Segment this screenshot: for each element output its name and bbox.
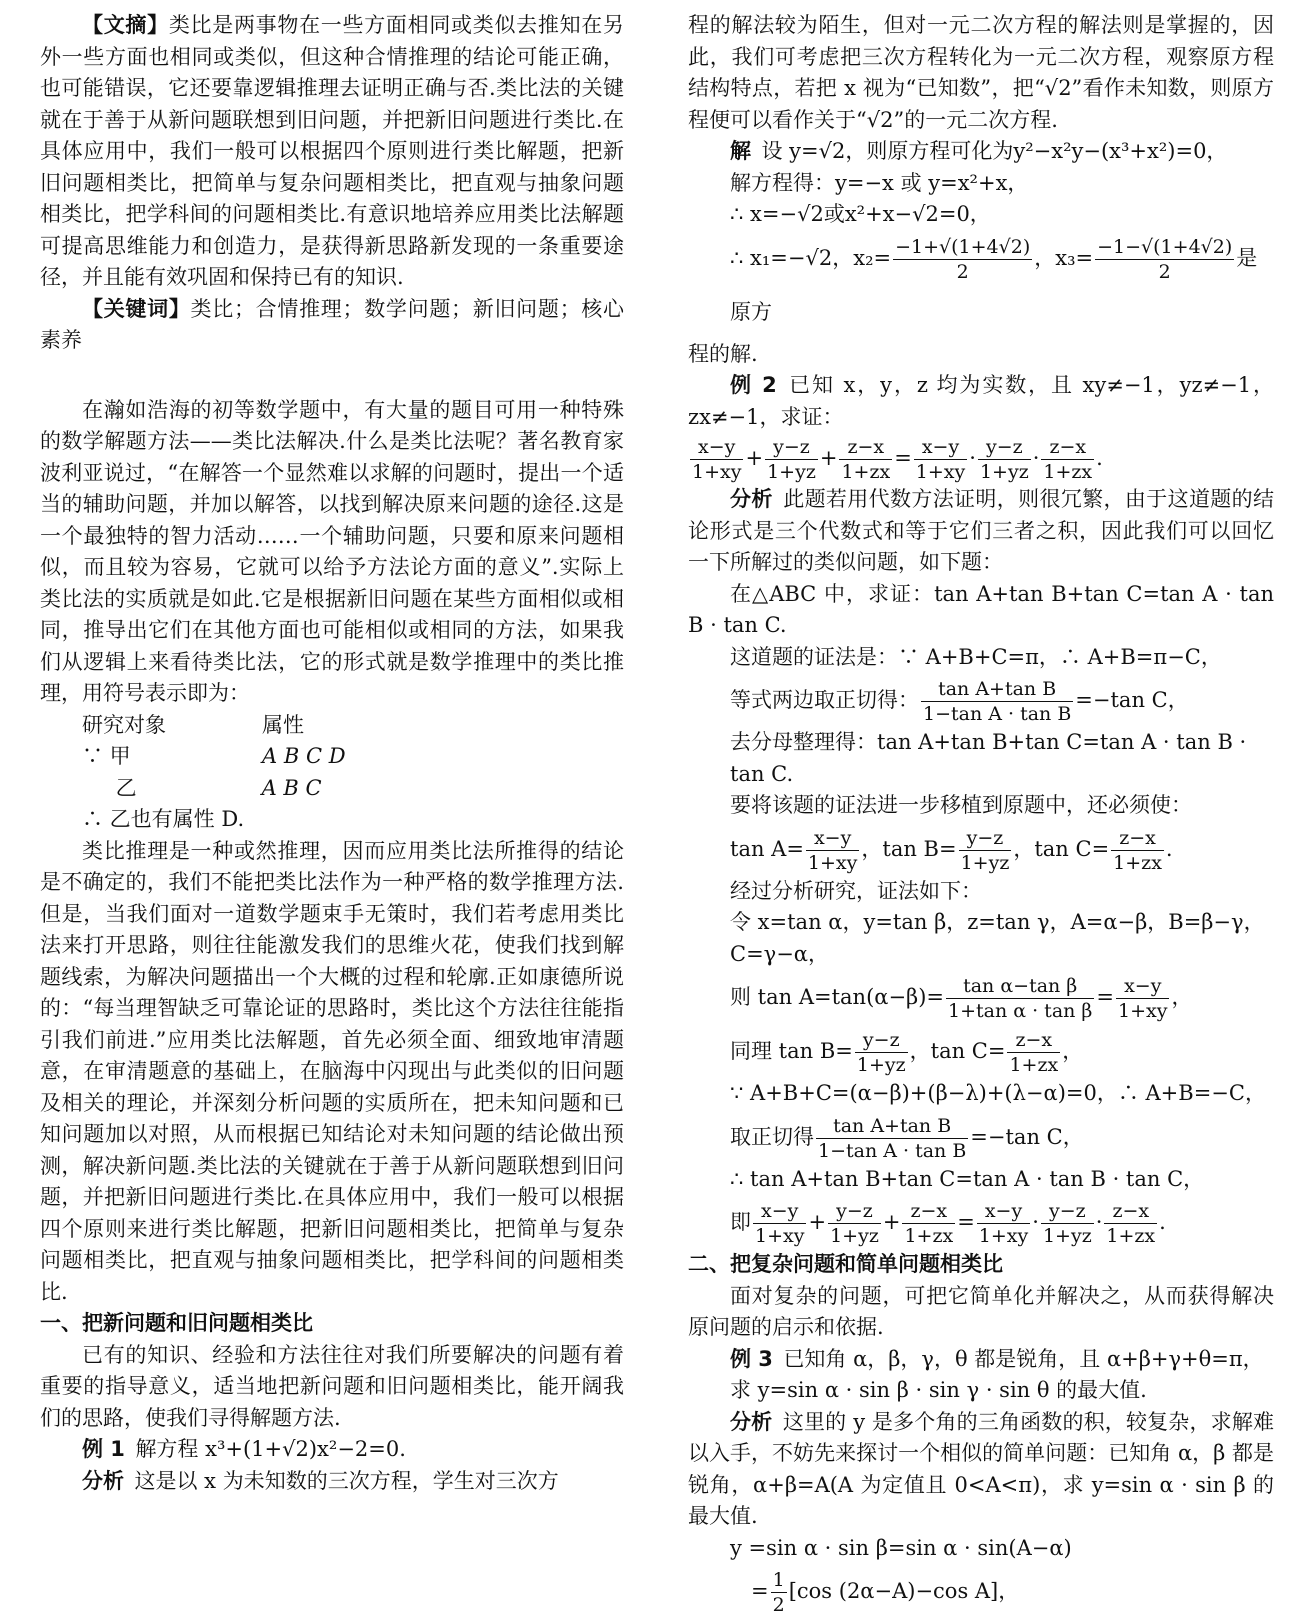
final-line1: y =sin α · sin β=sin α · sin(A−α)	[730, 1535, 1072, 1560]
frac-yz	[1041, 1199, 1094, 1248]
conclusion-identity	[688, 1195, 1274, 1249]
root-fraction-3	[1095, 235, 1234, 284]
study-line: 经过分析研究，证法如下：	[730, 878, 982, 903]
abstract-label: 【文摘】	[82, 13, 169, 37]
roots-text-c: 是原方	[730, 245, 1258, 324]
frac-yz-den: 1+yz	[830, 1225, 879, 1247]
frac-yz-num: y−z	[1041, 1199, 1094, 1224]
example1-text: 解方程 x³+(1+√2)x²−2=0.	[135, 1437, 406, 1461]
example2-identity	[688, 433, 1274, 484]
keywords	[40, 294, 624, 357]
op: .	[1165, 836, 1173, 861]
frac-yz-num: y−z	[855, 1028, 908, 1053]
frac-yz-den: 1+yz	[1042, 1225, 1092, 1247]
op: .	[1096, 446, 1103, 470]
intro-paragraph: 在瀚如浩海的初等数学题中，有大量的题目可用一种特殊的数学解题方法——类比法解决.什么是类比法呢？著名教育家波利亚说过，“在解答一个显然难以求解的问题时，提出一个适当的辅助问题，并加以解答，以找到解决原来问题的途径.这是一个最独特的智力活动……一个辅助问题，只要和原来问题相似，而且较为容易，它就可以给予方法论方面的意义”.实际上类比法的实质就是如此.它是根据新旧问题在某些方面相似或相同，推导出它们在其他方面也可能相似或相同的方法，如果我们从逻辑上来看待类比法，它的形式就是数学推理中的类比推理，用符号表示即为：	[40, 397, 624, 705]
frac-xy-num: x−y	[753, 1199, 806, 1224]
example2	[688, 370, 1274, 433]
analysis3-label: 分析	[730, 1409, 773, 1434]
op: +	[808, 1210, 827, 1234]
proof-line2	[688, 673, 1274, 727]
frac-xy-den: 1+xy	[1118, 1000, 1168, 1022]
root-fraction-2	[893, 235, 1032, 284]
frac-xy-den: 1+xy	[978, 1225, 1029, 1247]
root3-numerator: −1−√(1+4√2)	[1097, 235, 1233, 258]
example3-line2: 求 y=sin α · sin β · sin γ · sin θ 的最大值.	[730, 1378, 1147, 1402]
frac-xy-num: x−y	[914, 435, 967, 460]
op: +	[745, 446, 764, 470]
op: ·	[1032, 1210, 1039, 1234]
frac-yz-den: 1+yz	[856, 1054, 906, 1076]
proof2-text-a: 等式两边取正切得：	[730, 688, 919, 712]
analysis1-text: 这是以 x 为未知数的三次方程，学生对三次方	[134, 1468, 559, 1493]
frac-xy	[977, 1199, 1030, 1248]
frac-zx	[902, 1199, 955, 1248]
frac-zx-den: 1+zx	[904, 1225, 954, 1247]
op: ·	[1032, 446, 1040, 470]
op: ·	[1095, 1210, 1103, 1234]
half-den: 2	[772, 1594, 785, 1616]
frac-yz	[959, 826, 1012, 875]
frac-xy-num: x−y	[977, 1199, 1030, 1224]
solution-label: 解	[730, 139, 751, 163]
analogy-table	[40, 710, 624, 836]
roots-text-a: ∴ x₁=−√2，x₂=	[730, 245, 892, 270]
frac-yz-num: y−z	[959, 826, 1012, 851]
example1-label: 例 1	[82, 1437, 125, 1461]
example3	[688, 1344, 1274, 1376]
half-fraction	[771, 1568, 787, 1617]
then-line	[688, 970, 1274, 1024]
analysis2-label: 分析	[730, 487, 773, 511]
example3-label: 例 3	[730, 1346, 773, 1371]
frac-zx-den: 1+zx	[1113, 851, 1162, 874]
tan-diff-fraction	[946, 974, 1094, 1023]
op: =	[957, 1210, 975, 1234]
proof-line1: 这道题的证法是：∵ A+B+C=π，∴ A+B=π−C，	[730, 644, 1222, 669]
final-eq-sign: =	[751, 1579, 769, 1603]
right-column	[688, 10, 1274, 1618]
example1	[40, 1434, 624, 1466]
root2-denominator: 2	[956, 260, 969, 283]
table-header-attr: 属性	[262, 712, 304, 737]
frac-yz-num: y−z	[828, 1199, 881, 1224]
frac-xy-num: x−y	[806, 826, 859, 851]
take-text-b: =−tan C，	[970, 1124, 1084, 1149]
frac-zx	[839, 435, 892, 484]
solution-line2: 解方程得：y=−x 或 y=x²+x，	[730, 170, 1029, 195]
then-text: 则 tan A=tan(α−β)=	[730, 985, 944, 1009]
frac-yz	[765, 435, 818, 484]
op: .	[1159, 1210, 1166, 1234]
solution1	[688, 136, 1274, 168]
let-line: 令 x=tan α，y=tan β，z=tan γ，A=α−β，B=β−γ，C=γ−α，	[730, 910, 1265, 966]
frac-yz	[828, 1199, 881, 1248]
frac-zx	[1104, 1199, 1157, 1248]
frac-zx-den: 1+zx	[1043, 461, 1093, 483]
analysis2-text: 此题若用代数方法证明，则很冗繁，由于这道题的结论形式是三个代数式和等于它们三者之积，因此我们可以回忆一下所解过的类似问题，如下题：	[688, 487, 1275, 574]
tanC-label: ，tan C=	[1013, 836, 1110, 861]
frac-xy-den: 1+xy	[755, 1225, 805, 1247]
proof-line4: 要将该题的证法进一步移植到原题中，还必须使：	[730, 793, 1192, 817]
table-row2-attr: A B C	[261, 775, 322, 800]
abstract	[40, 10, 624, 294]
frac-yz-num: y−z	[978, 435, 1031, 460]
frac-zx-num: z−x	[1041, 435, 1094, 460]
frac-zx-num: z−x	[1104, 1199, 1157, 1224]
tan-fraction-den: 1−tan A · tan B	[923, 703, 1072, 725]
tanA-label: tan A=	[730, 836, 804, 861]
frac-yz	[855, 1028, 908, 1077]
tan-fraction-num: tan A+tan B	[816, 1114, 968, 1139]
tan-fraction-num: tan A+tan B	[921, 677, 1073, 702]
proof-line3: 去分母整理得：tan A+tan B+tan C=tan A · tan B · tan C.	[730, 730, 1247, 786]
tan-fraction	[816, 1114, 968, 1163]
take-text-a: 取正切得	[730, 1124, 814, 1149]
example3-text: 已知角 α，β，γ，θ 都是锐角，且 α+β+γ+θ=π，	[783, 1346, 1264, 1371]
frac-yz-den: 1+yz	[767, 461, 816, 483]
analogy-paragraph: 类比推理是一种或然推理，因而应用类比法所推得的结论是不确定的，我们不能把类比法作为一种严格的数学推理方法.但是，当我们面对一道数学题束手无策时，我们若考虑用类比法来打开思路，则往往能激发我们的思维火花，使我们找到解题线索，为解决问题描出一个大概的过程和轮廓.正如康德所说的：“每当理智缺乏可靠论证的思路时，类比这个方法往往能指引我们前进.”应用类比法解题，首先必须全面、细致地审清题意，在审清题意的基础上，在脑海中闪现出与此类似的旧问题及相关的理论，并深刻分析问题的实质所在，把未知问题和已知问题加以对照，从而根据已知结论对未知问题的结论做出预测，解决新问题.类比法的关键就在于善于从新问题联想到旧问题，并把新旧问题进行类比.在具体应用中，我们一般可以根据四个原则来进行类比解题，把新旧问题相类比，把简单与复杂问题相类比，把直观与抽象问题相类比，把学科间的问题相类比.	[40, 838, 624, 1304]
final-line2	[688, 1564, 1274, 1618]
frac-zx	[1041, 435, 1094, 484]
frac-xy-den: 1+xy	[915, 461, 966, 483]
table-row2-object: 乙	[115, 775, 137, 800]
frac-zx-num: z−x	[1111, 826, 1164, 851]
half-num: 1	[772, 1569, 785, 1591]
frac-xy	[914, 435, 967, 484]
frac-xy-num: x−y	[1116, 974, 1169, 999]
keywords-label: 【关键词】	[82, 296, 191, 321]
frac-xy-den: 1+xy	[807, 851, 858, 874]
frac-xy-den: 1+xy	[692, 461, 742, 483]
solution-line5: 程的解.	[688, 341, 758, 366]
root3-denominator: 2	[1158, 260, 1171, 283]
solution-text: 设 y=√2，则原方程可化为y²−x²y−(x³+x²)=0，	[761, 139, 1228, 163]
tan-fraction	[921, 677, 1073, 726]
take-line	[688, 1110, 1274, 1164]
tanB-label: ，tan B=	[861, 836, 957, 861]
op: =	[894, 446, 912, 470]
keywords-text: 类比；合情推理；数学问题；新旧问题；核心素养	[40, 296, 625, 352]
op: ，	[1171, 985, 1193, 1009]
analysis1-label: 分析	[82, 1468, 124, 1493]
table-header-object: 研究对象	[82, 712, 166, 737]
frac-xy	[753, 1199, 806, 1248]
frac-xy	[806, 826, 859, 875]
proof2-text-b: =−tan C，	[1075, 688, 1189, 712]
frac-xy-num: x−y	[690, 435, 743, 460]
abstract-text: 类比是两事物在一些方面相同或类似去推知在另外一些方面也相同或类似，但这种合情推理的结论可能正确，也可能错误，它还要靠逻辑推理去证明正确与否.类比法的关键就在于善于从新问题联想到旧问题，并把新旧问题进行类比.在具体应用中，我们一般可以根据四个原则进行类比解题，把新旧问题相类比，把简单与复杂问题相类比，把直观与抽象问题相类比，把学科间的问题相类比.有意识地培养应用类比法解题可提高思维能力和创造力，是获得新思路新发现的一条重要途径，并且能有效巩固和保持已有的知识.	[40, 13, 625, 289]
root2-numerator: −1+√(1+4√2)	[895, 235, 1031, 258]
left-column	[40, 10, 624, 1497]
section-heading-2: 二、把复杂问题和简单问题相类比	[688, 1252, 1003, 1276]
sum-line: ∵ A+B+C=(α−β)+(β−λ)+(λ−α)=0，∴ A+B=−C，	[730, 1081, 1266, 1105]
same-text-a: 同理 tan B=	[730, 1039, 853, 1063]
hence-line: ∴ tan A+tan B+tan C=tan A · tan B · tan C，	[730, 1166, 1205, 1191]
example2-text: 已知 x，y，z 均为实数，且 xy≠−1，yz≠−1，zx≠−1，求证：	[688, 373, 1274, 429]
table-row1-object: ∵ 甲	[82, 744, 131, 768]
tan-conditions	[688, 822, 1274, 876]
frac-yz-den: 1+yz	[960, 851, 1010, 874]
table-conclusion: ∴ 乙也有属性 D.	[82, 807, 245, 831]
frac-xy	[1116, 974, 1169, 1023]
spacer	[40, 357, 624, 395]
frac-zx-num: z−x	[902, 1199, 955, 1224]
example2-label: 例 2	[730, 373, 777, 397]
solution-line3: ∴ x=−√2或x²+x−√2=0，	[730, 202, 991, 226]
frac-zx-den: 1+zx	[841, 461, 891, 483]
op: ·	[969, 446, 976, 470]
op: ，	[1062, 1039, 1084, 1063]
op: +	[819, 446, 838, 470]
frac-zx-num: z−x	[1007, 1028, 1060, 1053]
final-text: [cos (2α−A)−cos A]，	[788, 1579, 1020, 1603]
section-heading-1: 一、把新问题和旧问题相类比	[40, 1311, 313, 1335]
frac-zx	[1007, 1028, 1060, 1077]
ie-text: 即	[730, 1210, 751, 1234]
analysis1	[40, 1466, 624, 1498]
analysis3	[688, 1407, 1274, 1533]
analysis2	[688, 484, 1274, 579]
table-row1-attr: A B C D	[262, 744, 346, 768]
section1-paragraph: 已有的知识、经验和方法往往对我们所要解决的问题有着重要的指导意义，适当地把新问题和旧问题相类比，能开阔我们的思路，使我们寻得解题方法.	[40, 1342, 624, 1430]
frac-zx-num: z−x	[839, 435, 892, 460]
frac-zx-den: 1+zx	[1009, 1054, 1059, 1076]
same-line	[688, 1024, 1274, 1078]
tan-fraction-den: 1−tan A · tan B	[818, 1139, 967, 1162]
analysis1-continued: 程的解法较为陌生，但对一元二次方程的解法则是掌握的，因此，我们可考虑把三次方程转化为一元二次方程，观察原方程结构特点，若把 x 视为“已知数”，把“√2”看作未知数，则原方程便可以看作关于“√2”的一元二次方程.	[688, 13, 1274, 132]
tan-diff-den: 1+tan α · tan β	[947, 1000, 1093, 1022]
roots-text-b: ，x₃=	[1034, 245, 1094, 270]
frac-yz-den: 1+yz	[979, 461, 1029, 483]
same-text-b: ，tan C=	[909, 1039, 1006, 1063]
frac-yz	[978, 435, 1031, 484]
op: =	[1096, 985, 1115, 1009]
triangle-problem: 在△ABC 中，求证：tan A+tan B+tan C=tan A · tan B · tan C.	[688, 581, 1274, 637]
op: +	[882, 1210, 901, 1234]
frac-zx-den: 1+zx	[1106, 1225, 1156, 1247]
analysis3-text: 这里的 y 是多个角的三角函数的积，较复杂，求解难以入手，不妨先来探讨一个相似的简单问题：已知角 α，β 都是锐角，α+β=A(A 为定值且 0<A<π)，求 y=sin α · sin β 的最大值.	[688, 1409, 1274, 1528]
tan-diff-num: tan α−tan β	[946, 974, 1094, 999]
solution-roots	[688, 231, 1274, 339]
frac-zx	[1111, 826, 1164, 875]
section2-paragraph: 面对复杂的问题，可把它简单化并解决之，从而获得解决原问题的启示和依据.	[688, 1283, 1274, 1339]
frac-yz-num: y−z	[765, 435, 818, 460]
frac-xy	[690, 435, 743, 484]
